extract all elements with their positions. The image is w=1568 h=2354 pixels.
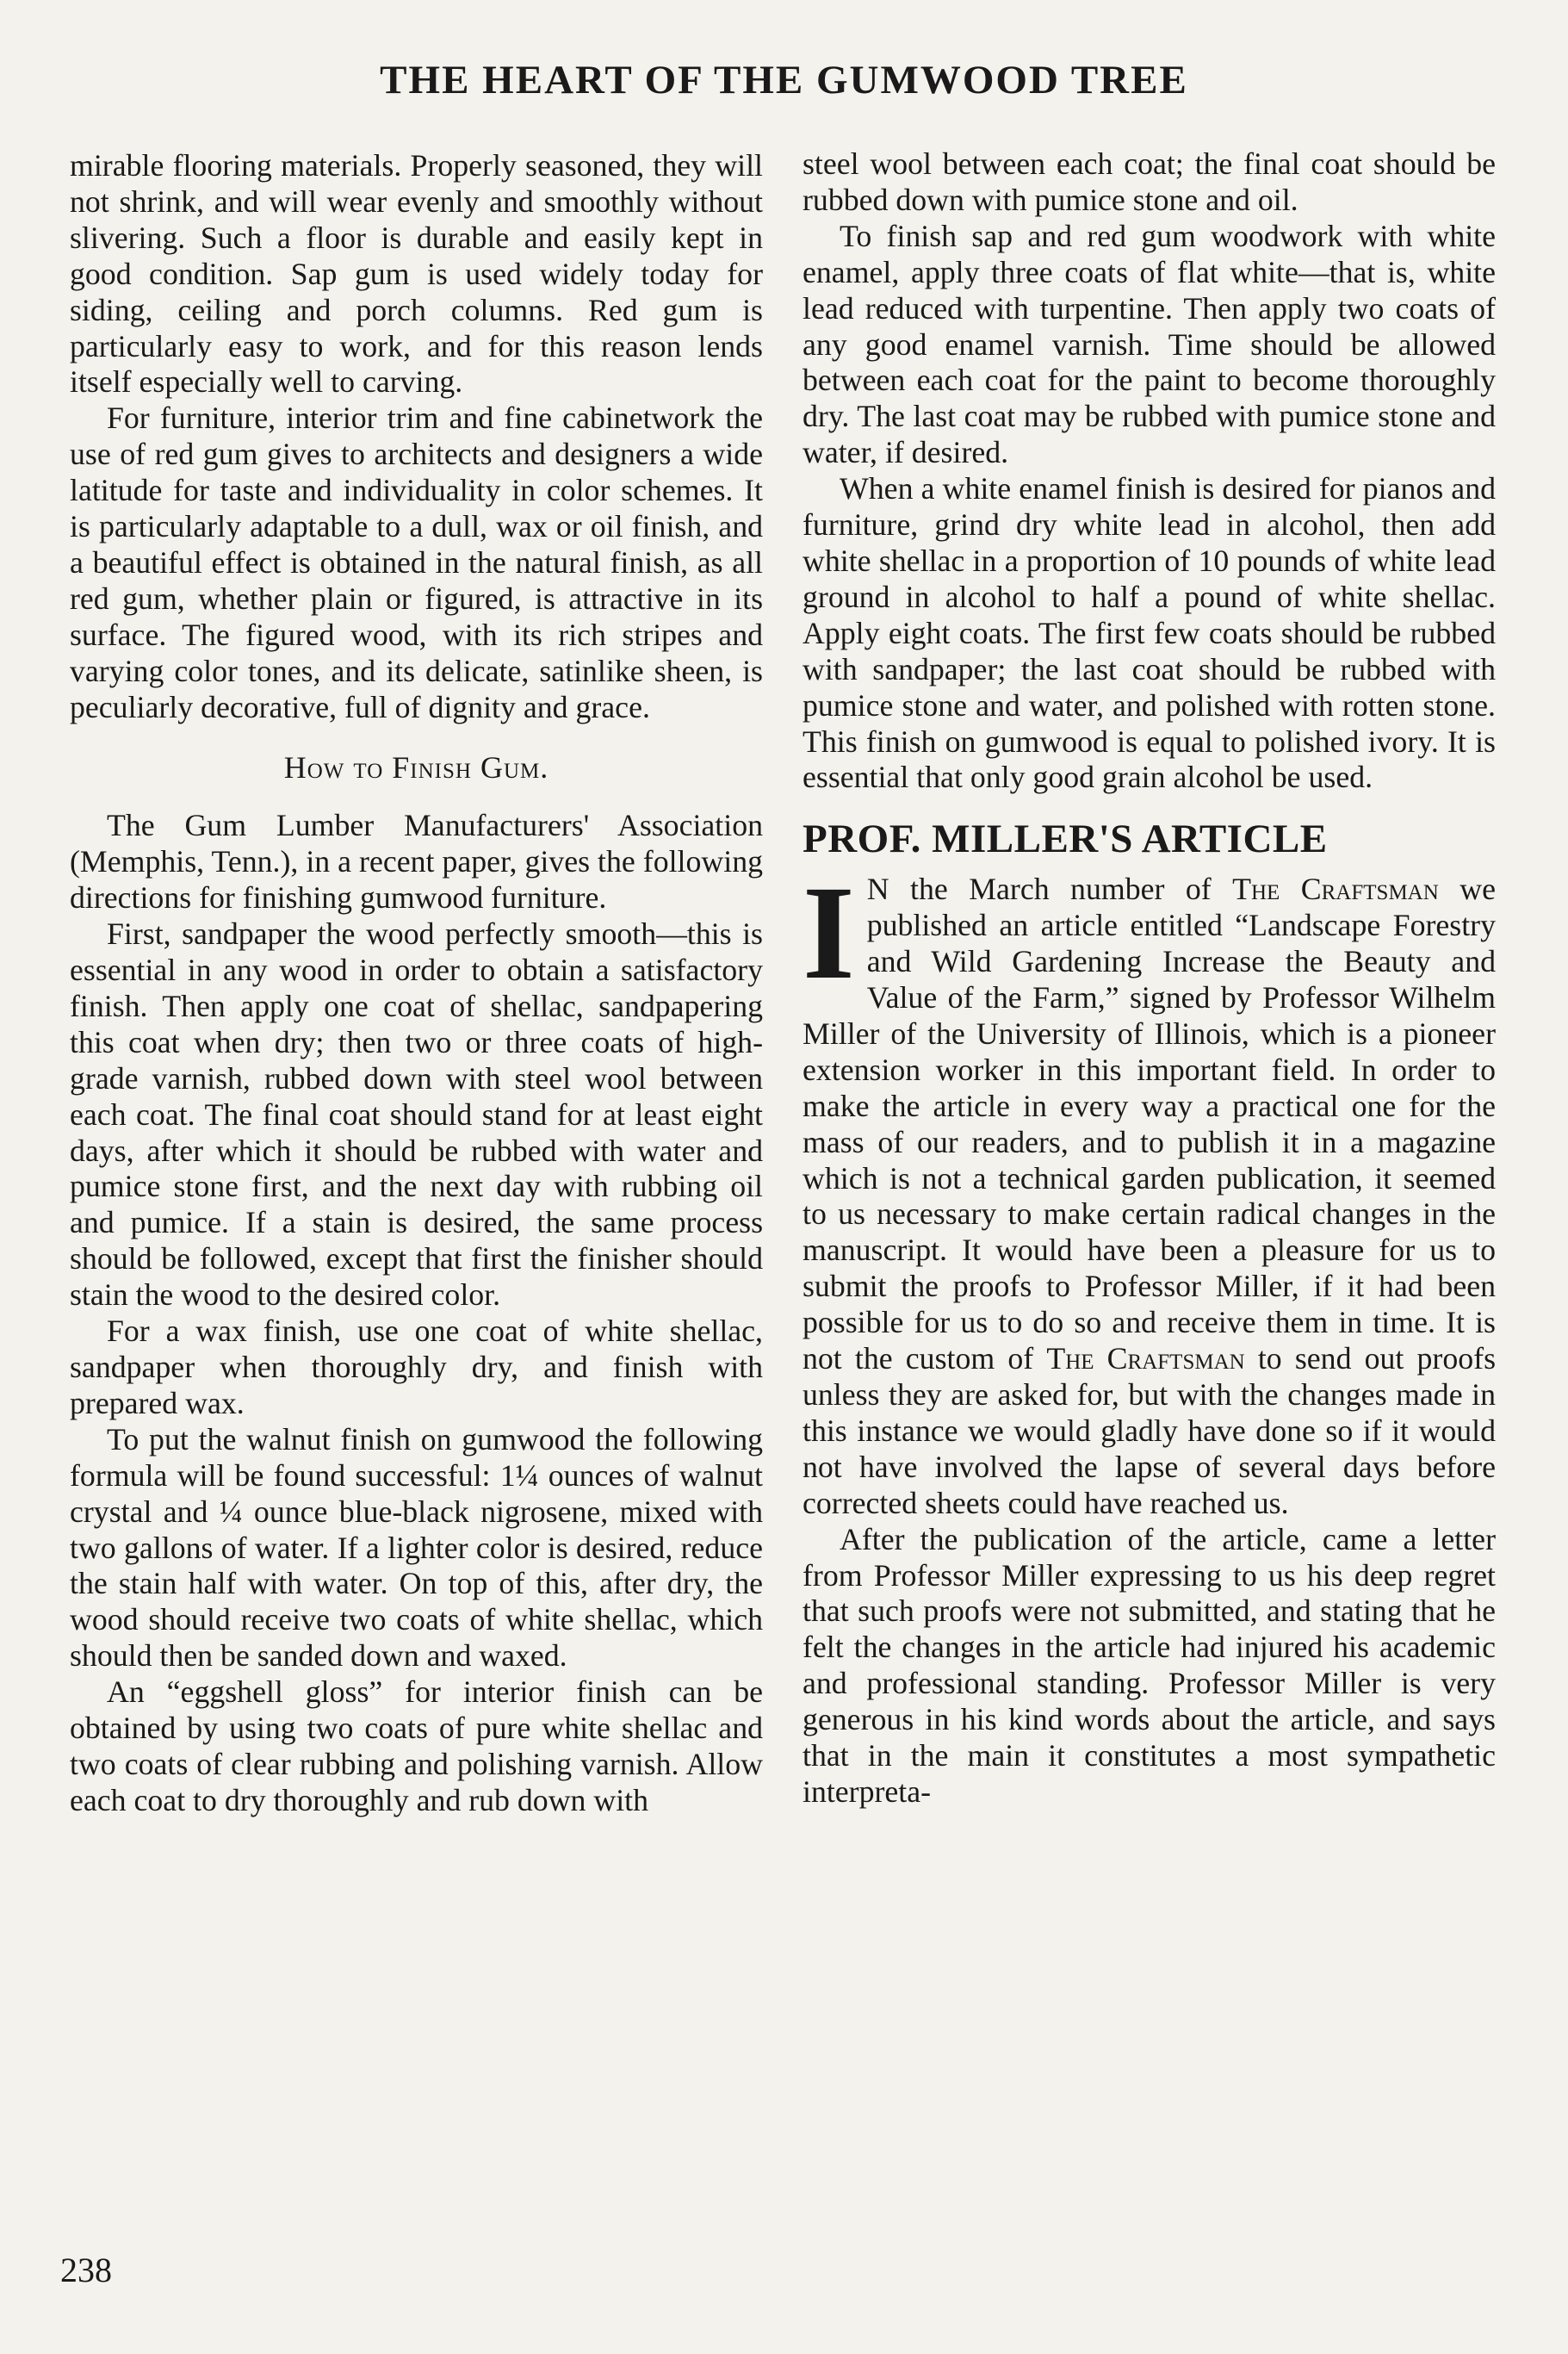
paragraph: An “eggshell gloss” for interior finish can be obtained by using two coats of pure white shellac and two coats of clear rubbing and polishing varnish. Allow each coat to dry thoroughly and rub down with	[70, 1674, 763, 1817]
paragraph: After the publication of the article, came a letter from Professor Miller expressing to us his deep regret that such proofs were not submitted, and stating that he felt the changes in the article had injured his academic and professional standing. Professor Miller is very generous in his kind words about the article, and says that in the main it constitutes a most sympathetic interpreta-	[803, 1521, 1496, 1809]
paragraph: The Gum Lumber Manufacturers' Association (Memphis, Tenn.), in a recent paper, gives the following directions for finishing gumwood furniture.	[70, 808, 763, 916]
paragraph: mirable flooring materials. Properly seasoned, they will not shrink, and will wear evenly and smoothly without slivering. Such a floor is durable and easily kept in good condition. Sap gum is used widely today for siding, ceiling and porch columns. Red gum is particularly easy to work, and for this reason lends itself especially well to carving.	[70, 148, 763, 400]
paragraph: steel wool between each coat; the final coat should be rubbed down with pumice stone and oil.	[803, 146, 1496, 217]
paragraph: For a wax finish, use one coat of white shellac, sandpaper when thoroughly dry, and finish with prepared wax.	[70, 1314, 763, 1420]
paragraph-with-drop-cap	[803, 858, 1496, 1521]
left-column	[70, 148, 763, 1819]
section-subheading: How to Finish Gum.	[283, 749, 549, 785]
drop-cap: I	[803, 858, 855, 1008]
text-run: we published an article entitled “Landscape Forestry and Wild Gardening Increase the Beauty and Value of the Farm,” signed by Professor Wilhelm Miller of the University of Illinois, which is a pioneer extension worker in this important field. In order to make the article in every way a practical one for the mass of our readers, and to publish it in a magazine which is not a technical garden publication, it seemed to us necessary to make certain radical changes in the manuscript. It would have been a pleasure for us to submit the proofs to Professor Miller, if it had been possible for us to do so and receive them in time. It is not the custom of	[803, 872, 1496, 1376]
paragraph: To put the walnut finish on gumwood the following formula will be found successful: 1¼ ounces of walnut crystal and ¼ ounce blue-black nigrosene, mixed with two gallons of water. If a lighter color is desired, reduce the stain half with water. On top of this, after dry, the wood should receive two coats of white shellac, which should then be sanded down and waxed.	[70, 1421, 763, 1674]
text-run: N the March number of	[866, 872, 1233, 907]
article-heading: PROF. MILLER'S ARTICLE	[803, 817, 1328, 862]
magazine-name: The Craftsman	[1046, 1341, 1245, 1376]
paragraph: For furniture, interior trim and fine cabinetwork the use of red gum gives to architects and designers a wide latitude for taste and individuality in color schemes. It is particularly adaptable to a dull, wax or oil finish, and a beautiful effect is obtained in the natural finish, as all red gum, whether plain or figured, is attractive in its surface. The figured wood, with its rich stripes and varying color tones, and its delicate, satinlike sheen, is peculiarly decorative, full of dignity and grace.	[70, 401, 763, 724]
magazine-name: The Craftsman	[1232, 872, 1439, 907]
running-title: THE HEART OF THE GUMWOOD TREE	[380, 58, 1188, 102]
text-run: to send out proofs unless they are asked for, but with the changes made in this instance we would gladly have done so if it would not have involved the lapse of several days before corrected sheets could have reached us.	[803, 1341, 1496, 1520]
page-number: 238	[60, 2251, 112, 2289]
paragraph: To finish sap and red gum woodwork with white enamel, apply three coats of flat white—that is, white lead reduced with turpentine. Then apply two coats of any good enamel varnish. Time should be allowed between each coat for the paint to become thoroughly dry. The last coat may be rubbed with pumice stone and water, if desired.	[803, 218, 1496, 470]
paragraph: When a white enamel finish is desired for pianos and furniture, grind dry white lead in alcohol, then add white shellac in a proportion of 10 pounds of white lead ground in alcohol to half a pound of white shellac. Apply eight coats. The first few coats should be rubbed with sandpaper; the last coat should be rubbed with pumice stone and water, and polished with rotten stone. This finish on gumwood is equal to polished ivory. It is essential that only good grain alcohol be used.	[803, 471, 1496, 795]
paragraph: First, sandpaper the wood perfectly smooth—this is essential in any wood in order to obtain a satisfactory finish. Then apply one coat of shellac, sandpapering this coat when dry; then two or three coats of high-grade varnish, rubbed down with steel wool between each coat. The final coat should stand for at least eight days, after which it should be rubbed with water and pumice stone first, and the next day with rubbing oil and pumice. If a stain is desired, the same process should be followed, except that first the finisher should stain the wood to the desired color.	[70, 916, 763, 1313]
right-column	[803, 146, 1496, 1811]
